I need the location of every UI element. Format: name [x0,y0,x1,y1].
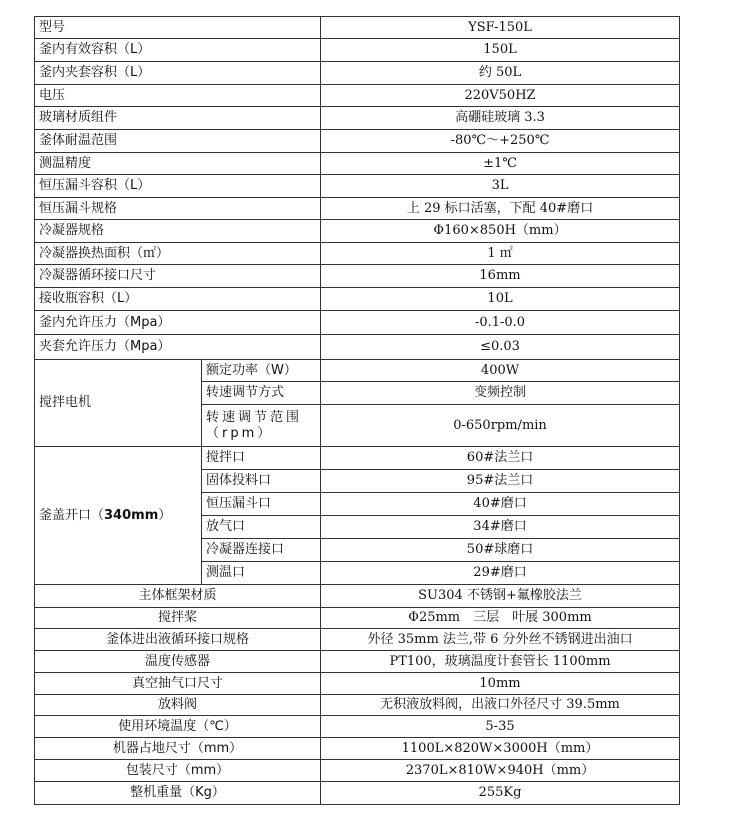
motor-group-label: 搅拌电机 [35,360,202,447]
row-value: PT100，玻璃温度计套管长 1100mm [321,651,680,673]
row-label: 机器占地尺寸（mm） [35,738,321,760]
table-row [35,760,680,782]
row-value: -0.1-0.0 [321,311,680,335]
row-label: 恒压漏斗规格 [35,198,321,220]
row-label: 真空抽气口尺寸 [35,673,321,695]
table-row [35,360,680,382]
table-row [35,738,680,760]
row-value: 2370L×810W×940H（mm） [321,760,680,782]
row-value: SU304 不锈钢+氟橡胶法兰 [321,585,680,608]
row-label: 型号 [35,17,321,39]
row-value: 150L [321,39,680,62]
table-row [35,175,680,198]
row-value: 高硼硅玻璃 3.3 [321,107,680,130]
row-label: 放料阀 [35,695,321,716]
row-value: 变频控制 [321,382,680,405]
row-label: 转速调节方式 [202,382,321,405]
table-row [35,629,680,651]
row-value: 220V50HZ [321,85,680,107]
row-label: 釜内有效容积（L） [35,39,321,62]
table-row [35,585,680,608]
row-label: 额定功率（W） [202,360,321,382]
table-row [35,17,680,39]
row-value: 上 29 标口活塞，下配 40#磨口 [321,198,680,220]
row-label: 固体投料口 [202,470,321,493]
row-value: 1 ㎡ [321,243,680,265]
row-value: 10L [321,288,680,311]
row-value: 5-35 [321,716,680,738]
row-label: 恒压漏斗口 [202,493,321,516]
row-label: 温度传感器 [35,651,321,673]
row-label: 测温口 [202,562,321,585]
row-value: 50#球磨口 [321,539,680,562]
table-row [35,265,680,288]
row-label: 整机重量（Kg） [35,782,321,805]
row-label: 主体框架材质 [35,585,321,608]
row-label: 放气口 [202,516,321,539]
row-label: 釜内允许压力（Mpa） [35,311,321,335]
row-value: 约 50L [321,62,680,85]
table-row [35,608,680,629]
row-label: 冷凝器换热面积（㎡） [35,243,321,265]
row-value: YSF-150L [321,17,680,39]
spec-table [34,16,680,805]
lid-label-suffix: ） [158,507,172,523]
row-label: 测温精度 [35,153,321,175]
row-value: 255Kg [321,782,680,805]
table-row [35,335,680,360]
table-row [35,782,680,805]
lid-label-prefix: 釜盖开口（ [39,507,105,523]
table-row [35,695,680,716]
row-label: 搅拌口 [202,447,321,470]
row-label: 冷凝器规格 [35,220,321,243]
row-label: 冷凝器循环接口尺寸 [35,265,321,288]
row-value: ±1℃ [321,153,680,175]
table-row [35,651,680,673]
row-value: 60#法兰口 [321,447,680,470]
row-value: 无积液放料阀，出液口外径尺寸 39.5mm [321,695,680,716]
row-label: 电压 [35,85,321,107]
lid-group-label [35,447,202,585]
row-value: 40#磨口 [321,493,680,516]
table-row [35,153,680,175]
row-value: 外径 35mm 法兰,带 6 分外丝不锈钢进出油口 [321,629,680,651]
row-value: 29#磨口 [321,562,680,585]
row-label: 夹套允许压力（Mpa） [35,335,321,360]
row-label: 釜体耐温范围 [35,130,321,153]
table-row [35,39,680,62]
row-value: ≤0.03 [321,335,680,360]
table-row [35,288,680,311]
table-row [35,311,680,335]
row-label: 搅拌桨 [35,608,321,629]
row-label: 釜体进出液循环接口规格 [35,629,321,651]
row-label: 恒压漏斗容积（L） [35,175,321,198]
row-value: -80℃～+250℃ [321,130,680,153]
table-row [35,243,680,265]
table-row [35,673,680,695]
row-value: 16mm [321,265,680,288]
table-row [35,447,680,470]
table-row [35,107,680,130]
table-row [35,130,680,153]
row-value: Φ25mm 三层 叶展 300mm [321,608,680,629]
row-value: 1100L×820W×3000H（mm） [321,738,680,760]
row-label: 玻璃材质组件 [35,107,321,130]
row-value: 10mm [321,673,680,695]
row-label: 使用环境温度（℃） [35,716,321,738]
table-row [35,716,680,738]
table-row [35,85,680,107]
row-label: 接收瓶容积（L） [35,288,321,311]
row-label: 包装尺寸（mm） [35,760,321,782]
row-value: Φ160×850H（mm） [321,220,680,243]
row-label: 冷凝器连接口 [202,539,321,562]
row-value: 0-650rpm/min [321,405,680,447]
lid-label-size: 340mm [104,507,159,523]
table-row [35,62,680,85]
table-row [35,220,680,243]
row-value: 3L [321,175,680,198]
table-row [35,198,680,220]
row-value: 34#磨口 [321,516,680,539]
row-label: 转速调节范围（rpm） [202,405,321,447]
row-value: 400W [321,360,680,382]
row-label: 釜内夹套容积（L） [35,62,321,85]
row-value: 95#法兰口 [321,470,680,493]
